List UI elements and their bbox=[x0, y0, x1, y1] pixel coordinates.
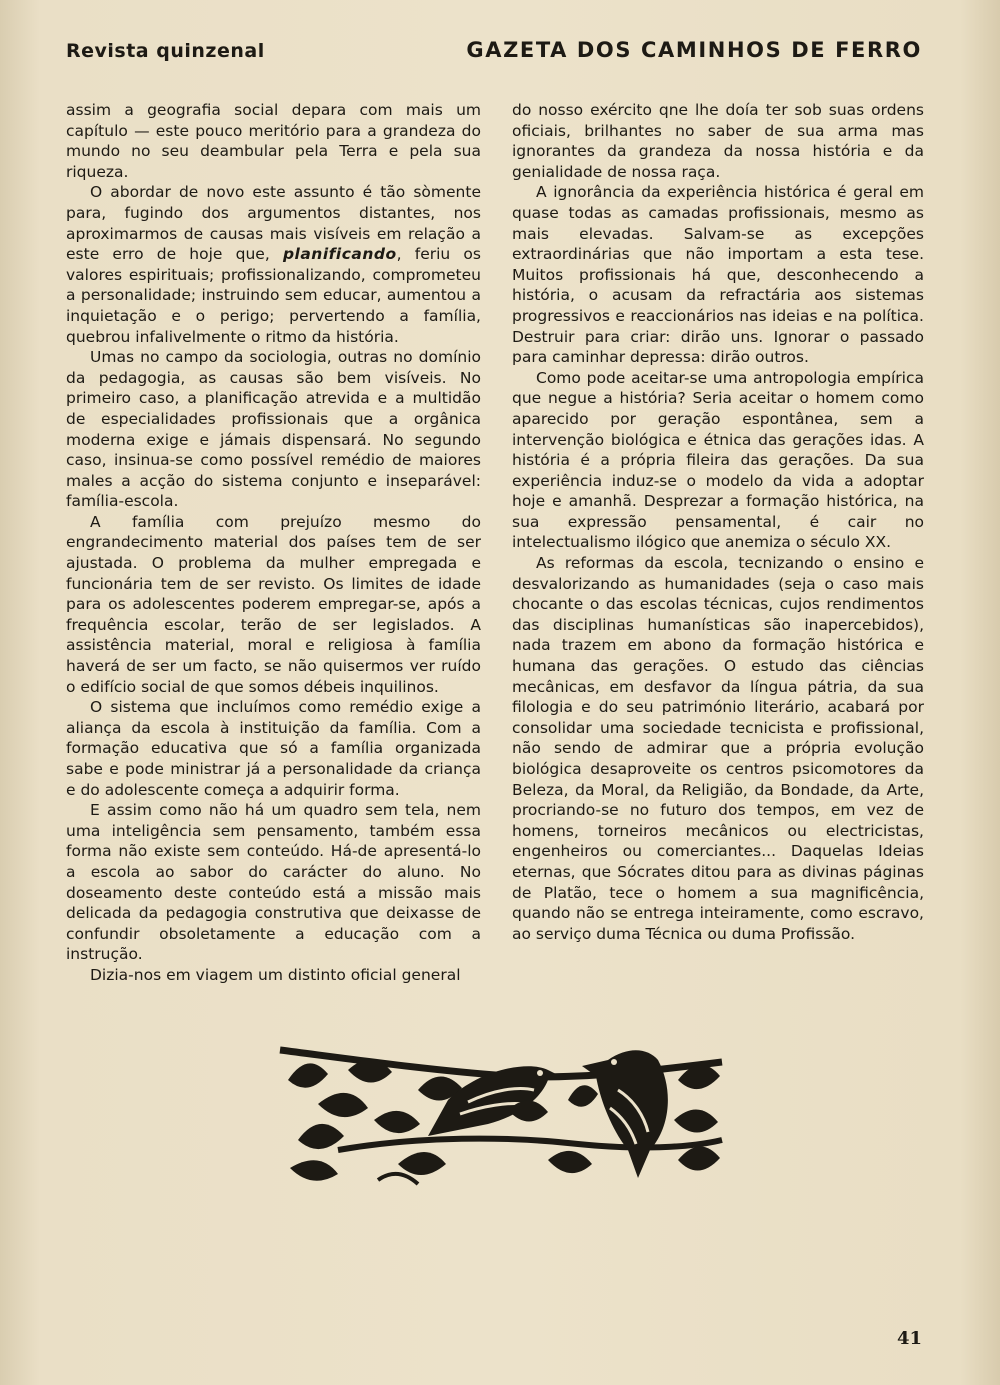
page-number: 41 bbox=[896, 1328, 922, 1349]
running-header-right: GAZETA DOS CAMINHOS DE FERRO bbox=[466, 38, 922, 62]
paragraph: assim a geografia social depara com mais um capítulo — este pouco meritório para a grandeza do mundo no seu deambular pela Terra e pela sua riqueza. bbox=[66, 101, 481, 181]
paragraph-text: , feriu os valores espirituais; profissionalizando, comprometeu a personalidade; instruindo sem educar, aumentou a inquietação e o perigo; pervertendo a família, quebrou infalivelmente o ritmo da história. bbox=[66, 245, 481, 346]
emphasis-planificando: planificando bbox=[282, 245, 397, 264]
paragraph: A família com prejuízo mesmo do engrandecimento material dos países tem de ser ajustada. O problema da mulher empregada e funcionária tem de ser revisto. Os limites de idade para os adolescentes poderem empregar-se, após a frequência escolar, terão de ser legislados. A assistência material, moral e religiosa à família haverá de ser um facto, se não quisermos ver ruído o edifício social de que somos débeis inquilinos. bbox=[66, 512, 481, 696]
paragraph bbox=[66, 182, 481, 347]
paragraph: do nosso exército qne lhe doía ter sob suas ordens oficiais, brilhantes no saber de sua arma mas ignorantes da grandeza da nossa história e da genialidade de nossa raça. bbox=[512, 101, 924, 181]
paragraph-text: O abordar de novo este assunto é tão sòmente para, fugindo dos argumentos distantes, nos aproximarmos de causas mais visíveis em relação a este erro de hoje que, bbox=[66, 183, 481, 264]
paragraph: Umas no campo da sociologia, outras no domínio da pedagogia, as causas são bem visíveis. No primeiro caso, a planificação atrevida e a multidão de especialidades profissionais que a orgânica moderna exige e jámais dispensará. No segundo caso, insinua-se como possível remédio de maiores males a acção do sistema conjunto e inseparável: família-escola. bbox=[66, 348, 481, 511]
paragraph: A ignorância da experiência histórica é geral em quase todas as camadas profissionais, mesmo as mais elevadas. Salvam-se as excepções extraordinárias que não importam a esta tese. Muitos profissionais há que, desconhecendo a história, o acusam da refractária aos sistemas progressivos e reaccionários nas ideias e na política. Destruir para criar: dirão uns. Ignorar o passado para caminhar depressa: dirão outros. bbox=[512, 183, 924, 367]
paragraph: E assim como não há um quadro sem tela, nem uma inteligência sem pensamento, também essa forma não existe sem conteúdo. Há-de apresentá-lo a escola ao sabor do carácter do aluno. No doseamento deste conteúdo está a missão mais delicada da pedagogia construtiva que deixasse de confundir obsoletamente a educação com a instrução. bbox=[66, 801, 481, 964]
left-column bbox=[66, 100, 481, 986]
paragraph: Dizia-nos em viagem um distinto oficial general bbox=[90, 965, 461, 984]
paragraph: O sistema que incluímos como remédio exige a aliança da escola à instituição da família. Com a formação educativa que só a família organizada sabe e pode ministrar já a personalidade da criança e do adolescente começa a adquirir forma. bbox=[66, 698, 481, 799]
paragraph: Como pode aceitar-se uma antropologia empírica que negue a história? Seria aceitar o homem como aparecido por geração espontânea, sem a intervenção biológica e étnica das gerações idas. A história é a própria fileira das gerações. Da sua experiência induz-se o modelo da vida a adoptar hoje e amanhã. Desprezar a formação histórica, na sua expressão pensamental, é cair no intelectualismo ilógico que anemiza o século XX. bbox=[512, 368, 924, 552]
paragraph: As reformas da escola, tecnizando o ensino e desvalorizando as humanidades (seja o caso mais chocante o das escolas técnicas, cujos rendimentos das disciplinas humanísticas são inapercebidos), nada trazem em abono da formação histórica e humana das gerações. O estudo das ciências mecânicas, em desfavor da língua pátria, da sua filologia e do seu património literário, acabará por consolidar uma sociedade tecnicista e profissional, não sendo de admirar que a própria evolução biológica desaproveite os centros psicomotores da Beleza, da Moral, da Religião, da Bondade, da Arte, procriando-se no futuro dos tempos, em vez de homens, torneiros mecânicos ou electricistas, engenheiros ou comerciantes... Daquelas Ideias eternas, que Sócrates ditou para as divinas páginas de Platão, tece o homem a sua magnificência, quando não se entrega inteiramente, como escravo, ao serviço duma Técnica ou duma Profissão. bbox=[512, 554, 924, 943]
birds-woodcut-ornament-icon bbox=[278, 1040, 724, 1190]
running-header-left: Revista quinzenal bbox=[66, 40, 265, 62]
right-column bbox=[512, 100, 924, 944]
